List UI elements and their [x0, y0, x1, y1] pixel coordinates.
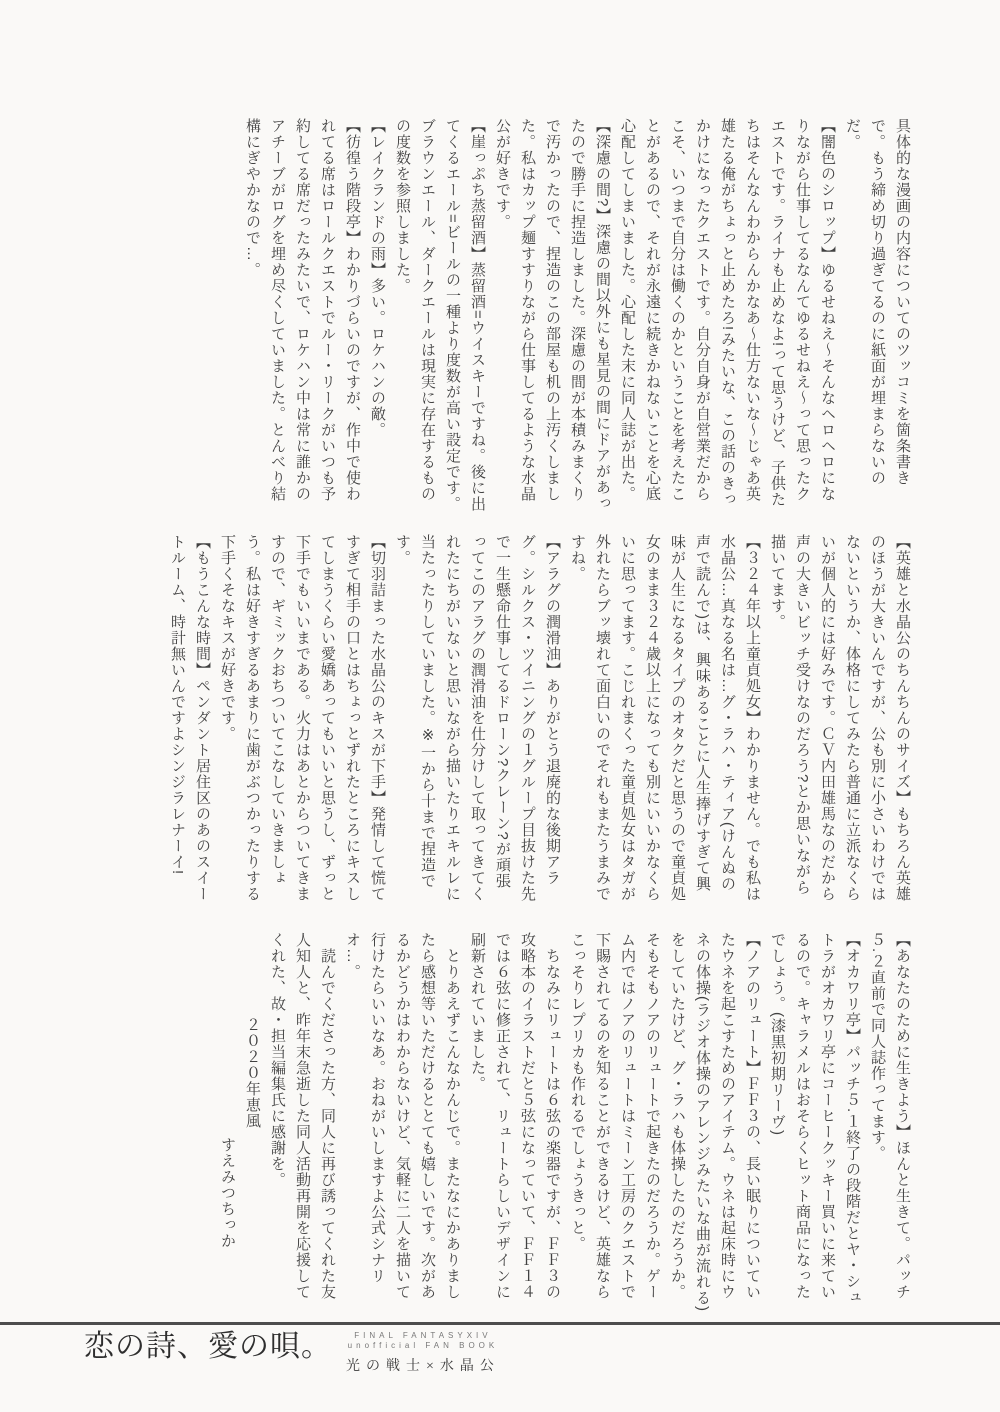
closing-remarks: とりあえずこんなかんじで。またなにかありましたら感想等いただけるととても嬉しいです。次があるかどうかはわからないけど、気軽に二人を描いて行けたらいいなあ。おねがいしますよ公式シナリオ…。	[344, 932, 461, 1300]
glossary-entry: 【３２４年以上童貞処女】わかりません。でも私は水晶公…真なる名は…グ・ラハ・ティア(けんぬの声で読んで)は、興味あることに人生捧げすぎて興味が人生になるタイプのオタクだと思うので童貞処女のまま３２４歳以上になっても別にいいかなくらいに思ってます。こじれまくった童貞処女はタガが外れたらブッ壊れて面白いのでそれもまたうまみですね。	[569, 534, 761, 902]
glossary-entry: 【アラグの潤滑油】ありがとう退廃的な後期アラグ。シルクス・ツイニングの１グループ目抜けた先で一生懸命仕事してるドローン?クレーン?が頑張ってこのアラグの潤滑油を仕分けして取ってきてくれたにちがいないと思いながら描いたりエキルレに当たったりしていました。※一から十まで捏造です。	[394, 534, 561, 902]
book-logo-title: 恋の詩、愛の唄。	[84, 1330, 332, 1363]
glossary-entry: 【深慮の間?】深慮の間以外にも星見の間にドアがあったので勝手に捏造しました。深慮の間が本積みまくりで汚かったので、捏造のこの部屋も机の上汚くしました。私はカップ麺すすりながら仕事してるような水晶公が好きです。	[494, 118, 611, 512]
glossary-entry: 【崖っぷち蒸留酒】蒸留酒=ウイスキーですね。後に出てくるエール=ビールの一種より度数が高い設定です。ブラウンエール、ダークエールは現実に存在するものの度数を参照しました。	[394, 118, 486, 512]
glossary-note: ちなみにリュートは６弦の楽器ですが、ＦＦ３の攻略本のイラストだと５弦になっていて、ＦＦ１４では６弦に修正されて、リュートらしいデザインに刷新されていました。	[469, 932, 561, 1300]
glossary-entry: 【英雄と水晶公のちんちんのサイズ】もちろん英雄のほうが大きいんですが、公も別に小さいわけではないというか、体格にしてみたら普通に立派なくらいが個人的には好みです。ＣＶ内田雄馬なのだから声の大きいビッチ受けなのだろう?とか思いながら描いてます。	[769, 534, 911, 902]
book-logo-subtitle-block	[346, 1330, 500, 1375]
book-logo-pairing-subtitle: 光の戦士×水晶公	[346, 1359, 500, 1374]
acknowledgements: 読んでくださった方、同人に再び誘ってくれた友人知人と、昨年末急逝した同人活動再開を応援してくれた、故・担当編集氏に感謝を。	[269, 932, 336, 1300]
signature-date: ２０２０年恵風	[244, 1017, 261, 1129]
book-logo-series-line2: unofficial FAN BOOK	[347, 1341, 499, 1350]
glossary-entry: 【彷徨う階段亭】わかりづらいのですが、作中で使われてる席はロールクエストでルー・リークがいつも予約してる席だったみたいで、ロケハン中は常に誰かのアチーブがログを埋め尽くしていました。とんべり結構にぎやかなので…。	[244, 118, 361, 502]
glossary-band-1	[240, 118, 915, 514]
glossary-entry: 【切羽詰まった水晶公のキスが下手】発情して慌てすぎて相手の口とはちょっとずれたところにキスしてしまうくらい愛嬌あってもいいと思うし、ずっと下手でもいいまである。火力はあとからついてきますので、ギミックおちついてこなしていきましょう。私は好きすぎるあまりに歯がぶつかったりする下手くそなキスが好きです。	[219, 534, 386, 902]
glossary-entry: 【ノアのリュート】ＦＦ３の、長い眠りについていたウネを起こすためのアイテム。ウネは起床時にウネの体操(ラジオ体操のアレンジみたいな曲が流れる)をしていたけど、グ・ラハも体操したのだろうか。そもそもノアのリュートで起きたのだろうか。ゲーム内ではノアのリュートはミーン工房のクエストで下賜されてるのを知ることができるけど、英雄ならこっそりレプリカも作れるでしょうきっと。	[569, 932, 761, 1312]
glossary-entry: 【オカワリ亭】パッチ５.１終了の段階だとヤ・シュトラがオカワリ亭にコーヒークッキー買いに来ているので。キャラメルはおそらくヒット商品になったでしょう。(漆黒初期リーヴ)	[769, 932, 861, 1306]
glossary-intro: 具体的な漫画の内容についてのツッコミを箇条書きで。もう締め切り過ぎてるのに紙面が埋まらないのだ。	[844, 118, 911, 486]
glossary-entry: 【もうこんな時間】ペンダント居住区のあのスイートルーム、時計無いんですよシンジラレナーイ!	[169, 534, 211, 902]
footer-divider-line	[0, 1322, 1000, 1325]
glossary-entry: 【闇色のシロップ】ゆるせねえ〜そんなヘロヘロになりながら仕事してるなんてゆるせねえ〜って思ったクエストです。ライナも止めなよ!って思うけど、子供たちはそんなんわからんかなあ〜仕方ないな〜じゃあ英雄たる俺がちょっと止めたろ!みたいな、この話のきっかけになったクエストです。自分自身が自営業だからこそ、いつまで自分は働くのかということを考えたことがあるので、それが永遠に続きかねないことを心底心配してしまいました。心配した末に同人誌が出た。	[619, 118, 836, 508]
book-logo-series-line1: FINAL FANTASYXIV	[354, 1331, 492, 1340]
book-logo	[84, 1330, 500, 1375]
glossary-band-3	[215, 932, 915, 1312]
glossary-band-2	[165, 534, 915, 904]
glossary-entry: 【レイクランドの雨】多い。ロケハンの敵。	[369, 118, 386, 438]
signature-author: すえみつちっか	[219, 1137, 236, 1249]
glossary-entry: 【あなたのために生きよう】ほんと生きて。パッチ５.２直前で同人誌作ってます。	[869, 932, 911, 1300]
